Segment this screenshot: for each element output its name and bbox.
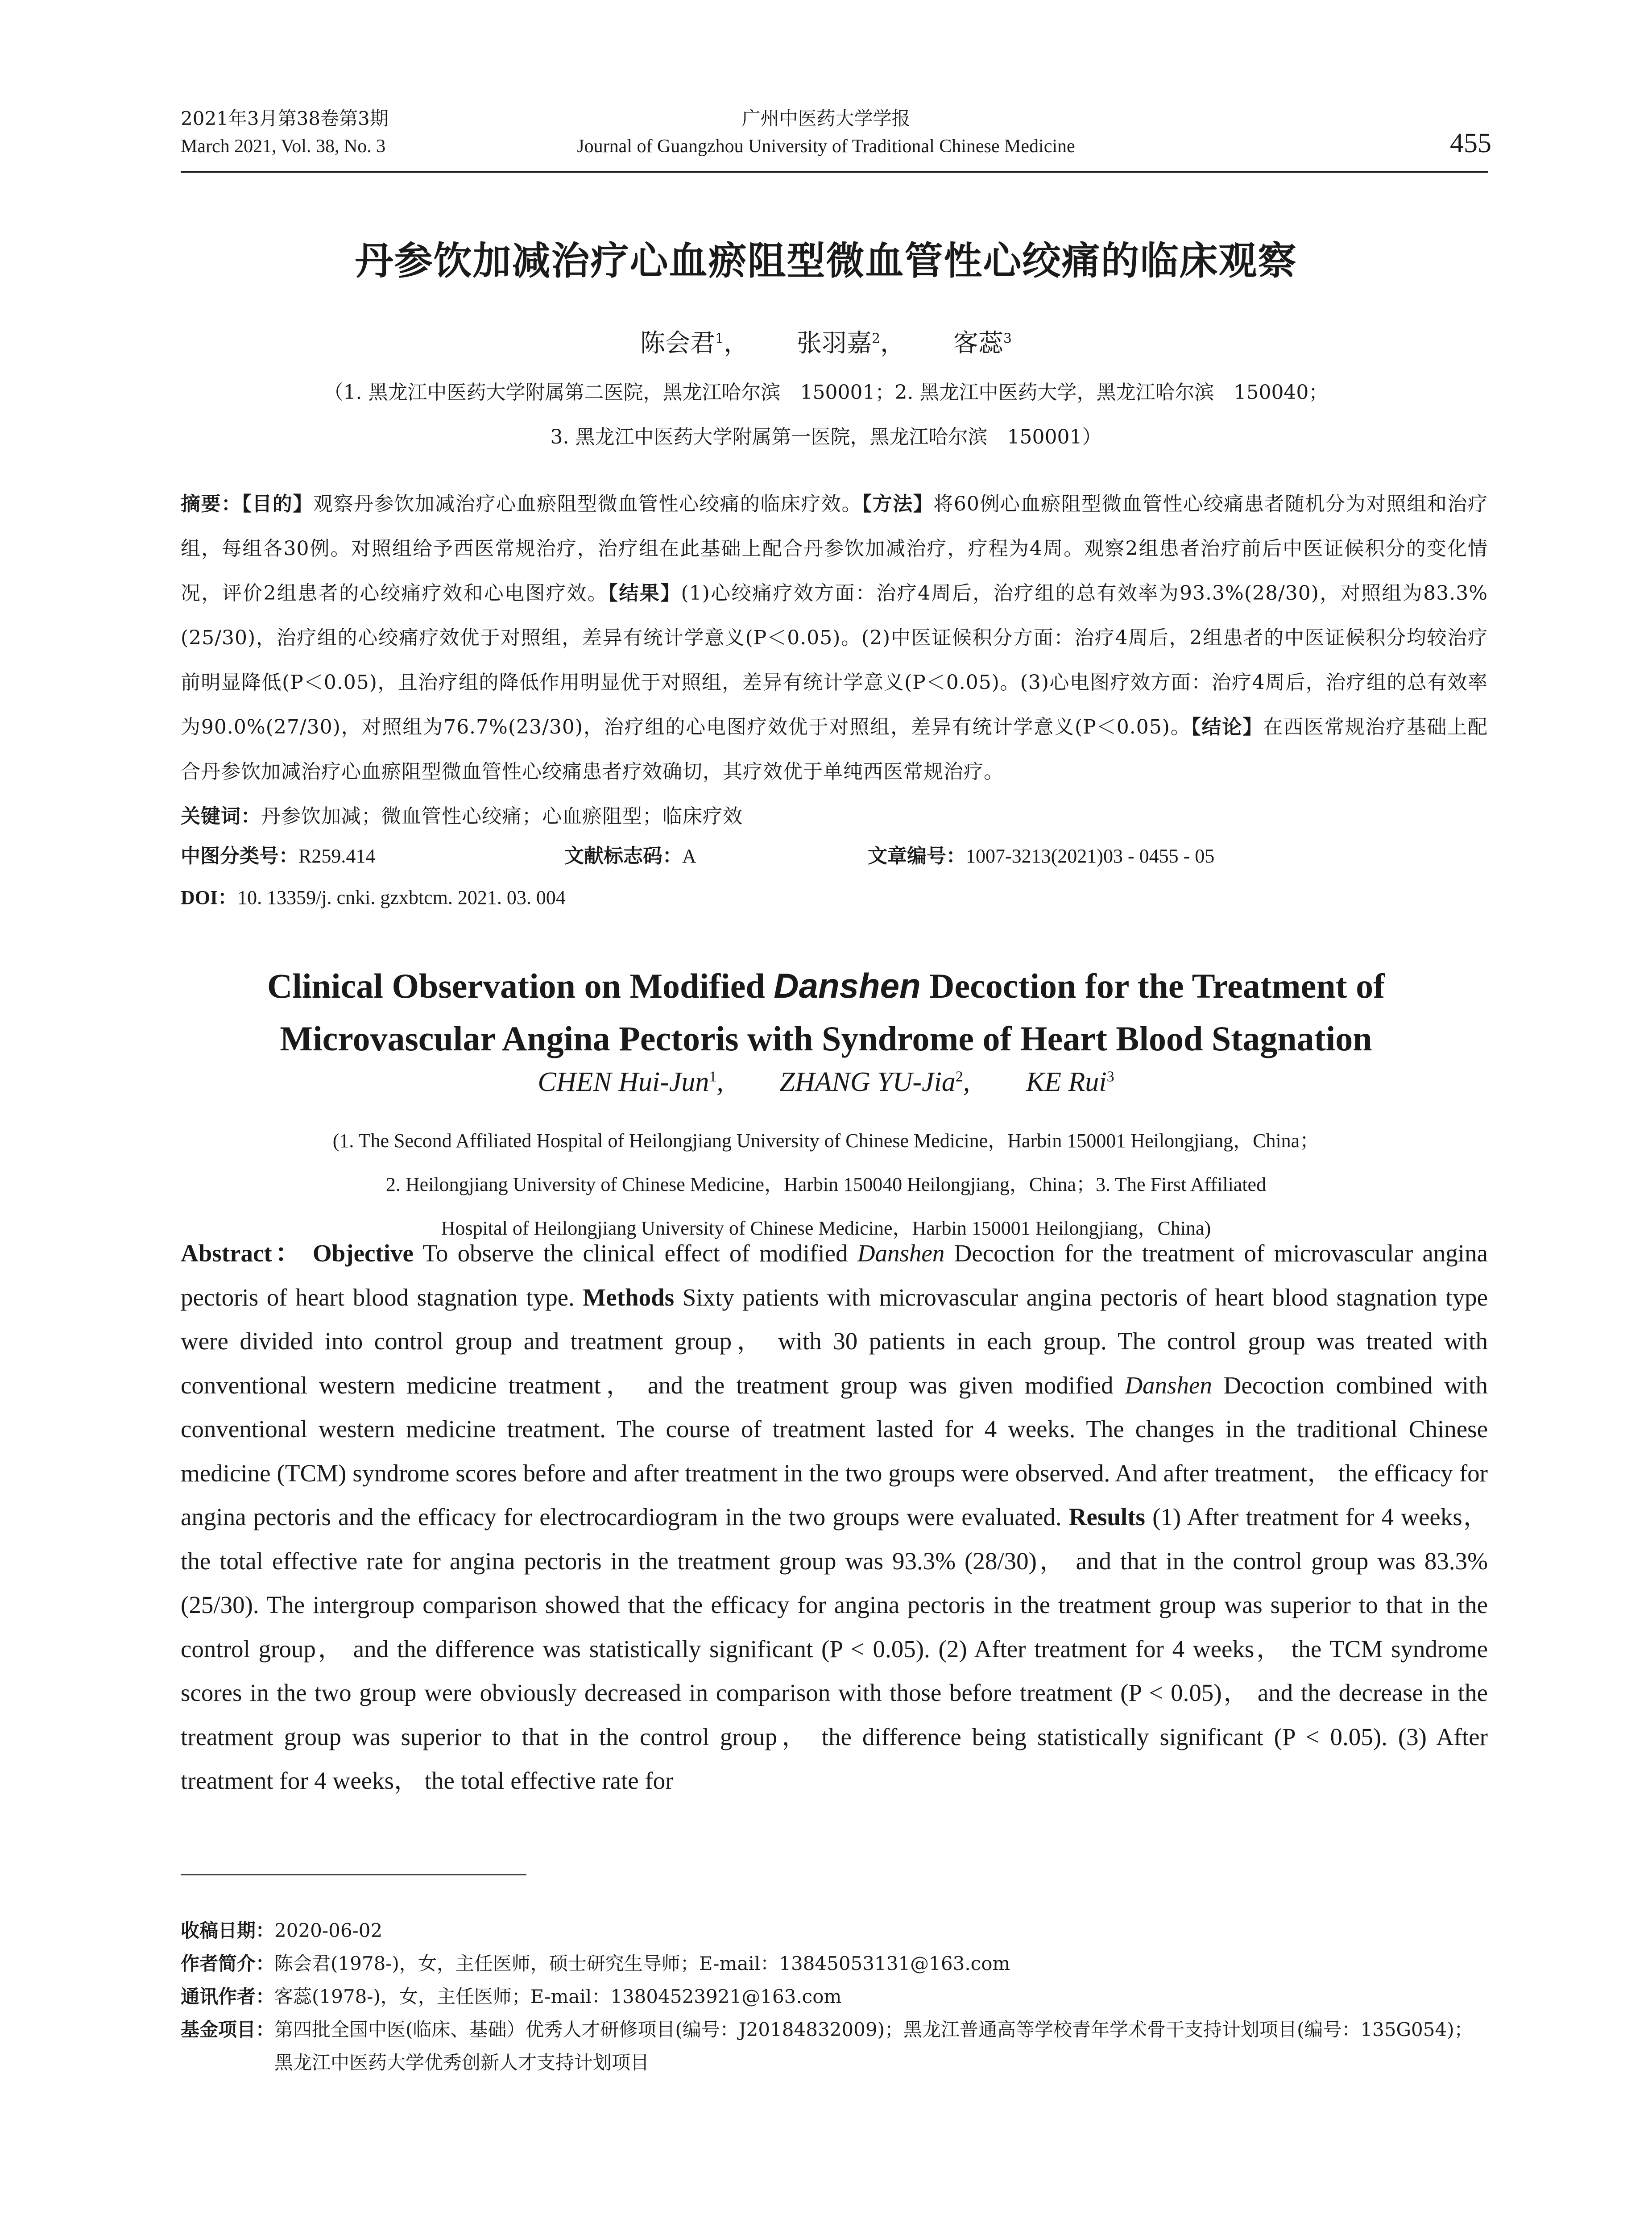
cn-objective-label: 【目的】 <box>241 493 313 515</box>
en-methods-post: Decoction combined with conventional western medicine treatment. The course of treatment lasted for 4 weeks. The changes in the traditional Chinese medicine (TCM) syndrome scores before and after treatment in the two groups were observed. And after treatment， the efficacy for angina pectoris and the efficacy for electrocardiogram in the two groups were evaluated. <box>181 1371 1488 1530</box>
en-methods-italic: Danshen <box>1125 1371 1212 1399</box>
cn-author-sup: 3 <box>1003 331 1012 347</box>
en-affil-line: (1. The Second Affiliated Hospital of Heilongjiang University of Chinese Medicine，Harbin 150001 Heilongjiang，China； <box>332 1130 1320 1152</box>
en-objective-post: Decoction for the treatment of microvascular angina pectoris of heart blood stagnation type. <box>181 1240 1488 1311</box>
article-no-label: 文章编号： <box>868 845 966 867</box>
footnote-label: 基金项目： <box>181 2019 275 2040</box>
en-title <box>0 959 1652 1065</box>
en-abstract <box>181 1232 1488 1803</box>
issue-en: March 2021, Vol. 38, No. 3 <box>181 136 386 157</box>
footnote-text: 第四批全国中医(临床、基础）优秀人才研修项目(编号：J20184832009)；黑龙江普通高等学校青年学术骨干支持计划项目(编号：135G054)；黑龙江中医药大学优秀创新人才支持计划项目 <box>274 2019 1473 2073</box>
header-rule <box>181 171 1488 173</box>
article-no-value: 1007-3213(2021)03 - 0455 - 05 <box>966 845 1215 867</box>
cn-keywords-label: 关键词： <box>181 805 261 828</box>
en-author: KE Rui <box>1026 1067 1107 1097</box>
en-affiliations <box>0 1119 1652 1250</box>
footnote-funding <box>181 2013 1488 2079</box>
cn-method-label: 【方法】 <box>862 493 934 515</box>
en-title-line2: Microvascular Angina Pectoris with Syndrome of Heart Blood Stagnation <box>280 1019 1372 1058</box>
cn-author: 陈会君 <box>640 329 716 358</box>
cn-author-sup: 1 <box>715 331 724 347</box>
footnote-label: 通讯作者： <box>181 1986 275 2007</box>
en-objective-pre: To observe the clinical effect of modified <box>413 1240 857 1267</box>
en-author-sup: 1 <box>709 1068 717 1085</box>
footnote-text: 陈会君(1978-)，女，主任医师，硕士研究生导师；E-mail：13845053131@163.com <box>274 1953 1010 1974</box>
cn-objective-text: 观察丹参饮加减治疗心血瘀阻型微血管性心绞痛的临床疗效。 <box>313 493 862 515</box>
classification-row <box>181 840 1488 868</box>
en-methods-pre: Sixty patients with microvascular angina pectoris of heart blood stagnation type were divided into control group and treatment group， with 30 patients in each group. The control group was treated with conventional western medicine treatment， and the treatment group was given modified <box>181 1283 1488 1399</box>
en-affil-line: Hospital of Heilongjiang University of Chinese Medicine，Harbin 150001 Heilongjiang，China) <box>441 1217 1211 1239</box>
page-number: 455 <box>1450 128 1491 158</box>
en-author-sep: , <box>963 1067 970 1097</box>
cn-method-text: 将60例心血瘀阻型微血管性心绞痛患者随机分为对照组和治疗组，每组各30例。对照组给予西医常规治疗，治疗组在此基础上配合丹参饮加减治疗，疗程为4周。观察2组患者治疗前后中医证候积分的变化情况，评价2组患者的心绞痛疗效和心电图疗效。 <box>181 493 1488 605</box>
en-methods-label: Methods <box>583 1283 675 1311</box>
en-title-post: Decoction for the Treatment of <box>920 966 1385 1005</box>
en-author-sep: , <box>716 1067 724 1097</box>
en-objective-label: Objective <box>312 1240 414 1267</box>
issue-cn: 2021年3月第38卷第3期 <box>181 108 389 129</box>
en-author: CHEN Hui-Jun <box>538 1067 709 1097</box>
cn-abstract <box>181 482 1488 839</box>
clc-label: 中图分类号： <box>181 845 298 867</box>
doi-label: DOI： <box>181 887 238 908</box>
footnote-rule <box>181 1874 526 1875</box>
en-affil-line: 2. Heilongjiang University of Chinese Medicine，Harbin 150040 Heilongjiang，China；3. The First Affiliated <box>385 1174 1267 1195</box>
cn-affiliations <box>0 370 1652 460</box>
en-author-sup: 3 <box>1106 1068 1114 1085</box>
cn-authors <box>0 323 1652 359</box>
en-author-sup: 2 <box>955 1068 963 1085</box>
cn-author: 客蕊 <box>953 329 1003 358</box>
doi-value: 10. 13359/j. cnki. gzxbtcm. 2021. 03. 004 <box>237 887 566 908</box>
footnote-label: 作者简介： <box>181 1953 275 1974</box>
en-objective-italic: Danshen <box>857 1240 945 1267</box>
footnote-text: 客蕊(1978-)，女，主任医师；E-mail：13804523921@163.com <box>274 1986 842 2007</box>
cn-result-text: (1)心绞痛疗效方面：治疗4周后，治疗组的总有效率为93.3%(28/30)，对照组为83.3%(25/30)，治疗组的心绞痛疗效优于对照组，差异有统计学意义(P＜0.05)。(2)中医证候积分方面：治疗4周后，2组患者的中医证候积分均较治疗前明显降低(P＜0.05)，且治疗组的降低作用明显优于对照组，差异有统计学意义(P＜0.05)。(3)心电图疗效方面：治疗4周后，治疗组的总有效率为90.0%(27/30)，对照组为76.7%(23/30)，治疗组的心电图疗效优于对照组，差异有统计学意义(P＜0.05)。 <box>181 582 1488 738</box>
en-authors <box>0 1066 1652 1098</box>
cn-author-sup: 2 <box>871 331 881 347</box>
footnote-corresponding <box>181 1980 1488 2013</box>
footnote-text: 2020-06-02 <box>274 1920 383 1941</box>
footnote-label: 收稿日期： <box>181 1920 275 1941</box>
cn-title: 丹参饮加减治疗心血瘀阻型微血管性心绞痛的临床观察 <box>355 239 1297 283</box>
journal-name <box>0 105 1652 160</box>
en-title-pre: Clinical Observation on Modified <box>267 966 774 1005</box>
cn-author-sep: ， <box>724 329 749 358</box>
clc-value: R259.414 <box>298 845 376 867</box>
doc-code-label: 文献标志码： <box>564 845 682 867</box>
footnotes <box>181 1914 1488 2079</box>
cn-keywords-text: 丹参饮加减；微血管性心绞痛；心血瘀阻型；临床疗效 <box>261 805 743 828</box>
en-author: ZHANG YU-Jia <box>779 1067 956 1097</box>
cn-result-label: 【结果】 <box>608 582 681 605</box>
cn-conclusion-label: 【结论】 <box>1191 716 1263 738</box>
footnote-author-bio <box>181 1947 1488 1980</box>
en-abstract-label: Abstract： <box>181 1240 303 1267</box>
en-results-label: Results <box>1068 1503 1145 1530</box>
cn-abstract-label: 摘要： <box>181 493 242 515</box>
cn-affil-line: （1. 黑龙江中医药大学附属第二医院，黑龙江哈尔滨 150001；2. 黑龙江中医药大学，黑龙江哈尔滨 150040； <box>323 381 1329 404</box>
footnote-received <box>181 1914 1488 1947</box>
journal-en: Journal of Guangzhou University of Traditional Chinese Medicine <box>577 136 1075 157</box>
en-results-text: (1) After treatment for 4 weeks， the total effective rate for angina pectoris in the treatment group was 93.3% (28/30)， and that in the control group was 83.3% (25/30). The intergroup comparison showed that the efficacy for angina pectoris in the treatment group was superior to that in the control group， and the difference was statistically significant (P < 0.05). (2) After treatment for 4 weeks， the TCM syndrome scores in the two group were obviously decreased in comparison with those before treatment (P < 0.05)， and the decrease in the treatment group was superior to that in the control group， the difference being statistically significant (P < 0.05). (3) After treatment for 4 weeks， the total effective rate for <box>181 1503 1488 1794</box>
journal-cn: 广州中医药大学学报 <box>741 108 911 129</box>
cn-affil-line: 3. 黑龙江中医药大学附属第一医院，黑龙江哈尔滨 150001） <box>550 426 1102 448</box>
doc-code-value: A <box>682 845 696 867</box>
cn-author: 张羽嘉 <box>796 329 872 358</box>
cn-conclusion-text: 在西医常规治疗基础上配合丹参饮加减治疗心血瘀阻型微血管性心绞痛患者疗效确切，其疗效优于单纯西医常规治疗。 <box>181 716 1488 783</box>
cn-author-sep: ， <box>880 329 906 358</box>
en-title-italic: Danshen <box>774 966 921 1005</box>
doi-row <box>181 881 1488 910</box>
